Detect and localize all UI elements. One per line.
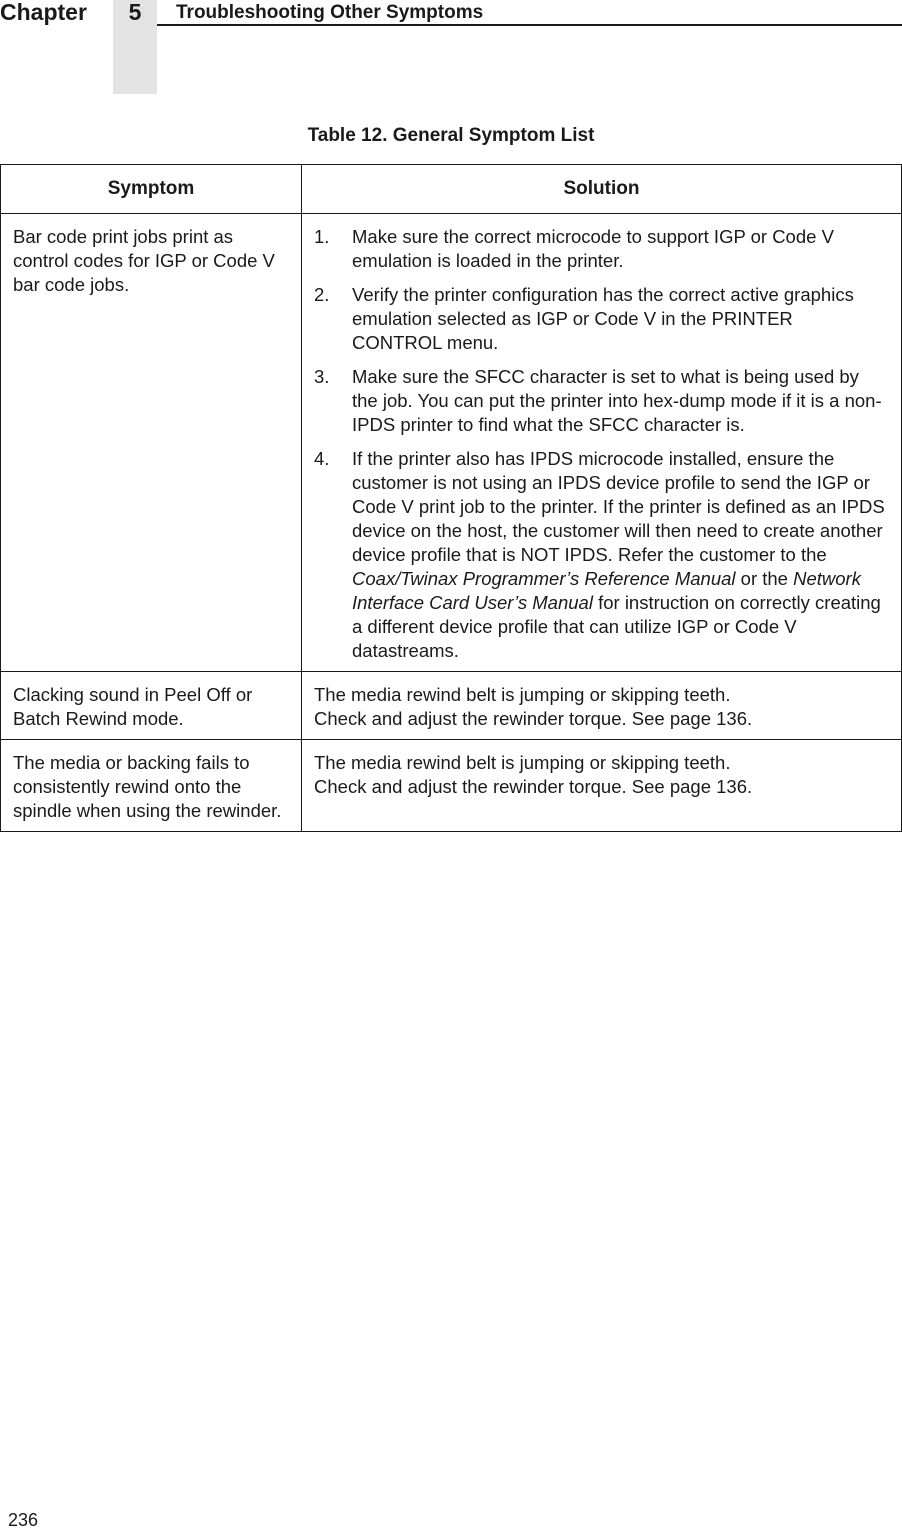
step-text: Make sure the SFCC character is set to what is being used by the job. You can put the printer into hex-dump mode if it is a non-IPDS printer to find what the SFCC character is. [352, 366, 882, 435]
step-text-part: for instruction on correctly creating a different device profile that can utilize IGP or Code V datastreams. [352, 592, 881, 661]
manual-reference-coax-twinax: Coax/Twinax Programmer’s Reference Manual [352, 568, 736, 589]
symptom-cell: The media or backing fails to consistently rewind onto the spindle when using the rewinder. [1, 740, 302, 832]
step-text [352, 448, 885, 661]
step-text-part: or the [735, 568, 794, 589]
manual-reference-nic: Network Interface Card User’s Manual [352, 568, 861, 613]
solution-cell [302, 740, 902, 832]
step-text-part: If the printer also has IPDS microcode installed, ensure the customer is not using an IPDS device profile to send the IGP or Code V print job to the printer. If the printer is defined as an IPDS device on the host, the customer will then need to create another device profile that is NOT IPDS. Refer the customer to the [352, 448, 885, 565]
solution-step [314, 225, 887, 273]
solution-cell [302, 672, 902, 740]
solution-line: Check and adjust the rewinder torque. See page 136. [314, 776, 753, 797]
solution-cell [302, 214, 902, 672]
solution-step [314, 365, 887, 437]
solution-line: The media rewind belt is jumping or skipping teeth. [314, 684, 731, 705]
step-number: 2. [314, 284, 330, 305]
symptom-cell: Clacking sound in Peel Off or Batch Rewind mode. [1, 672, 302, 740]
chapter-number: 5 [128, 0, 142, 25]
chapter-title: Troubleshooting Other Symptoms [176, 2, 484, 23]
table-caption: Table 12. General Symptom List [307, 125, 595, 146]
chapter-label: Chapter [0, 0, 87, 25]
step-number: 1. [314, 226, 330, 247]
header-rule [157, 24, 902, 26]
solution-step [314, 447, 887, 663]
symptom-cell: Bar code print jobs print as control codes for IGP or Code V bar code jobs. [1, 214, 302, 672]
page-number: 236 [8, 1510, 39, 1530]
step-number: 4. [314, 448, 330, 469]
solution-steps [314, 225, 887, 663]
table-row [1, 740, 902, 832]
symptom-table [0, 164, 902, 832]
step-text: Verify the printer configuration has the correct active graphics emulation selected as IGP or Code V in the PRINTER CONTROL menu. [352, 284, 854, 353]
page-header [0, 0, 902, 26]
solution-line: The media rewind belt is jumping or skipping teeth. [314, 752, 731, 773]
column-header-symptom: Symptom [1, 165, 302, 214]
chapter-tab [113, 0, 157, 94]
solution-step [314, 283, 887, 355]
solution-line: Check and adjust the rewinder torque. See page 136. [314, 708, 753, 729]
table-row [1, 214, 902, 672]
table-row [1, 672, 902, 740]
step-text: Make sure the correct microcode to support IGP or Code V emulation is loaded in the printer. [352, 226, 834, 271]
step-number: 3. [314, 366, 330, 387]
table-header-row [1, 165, 902, 214]
column-header-solution: Solution [302, 165, 902, 214]
